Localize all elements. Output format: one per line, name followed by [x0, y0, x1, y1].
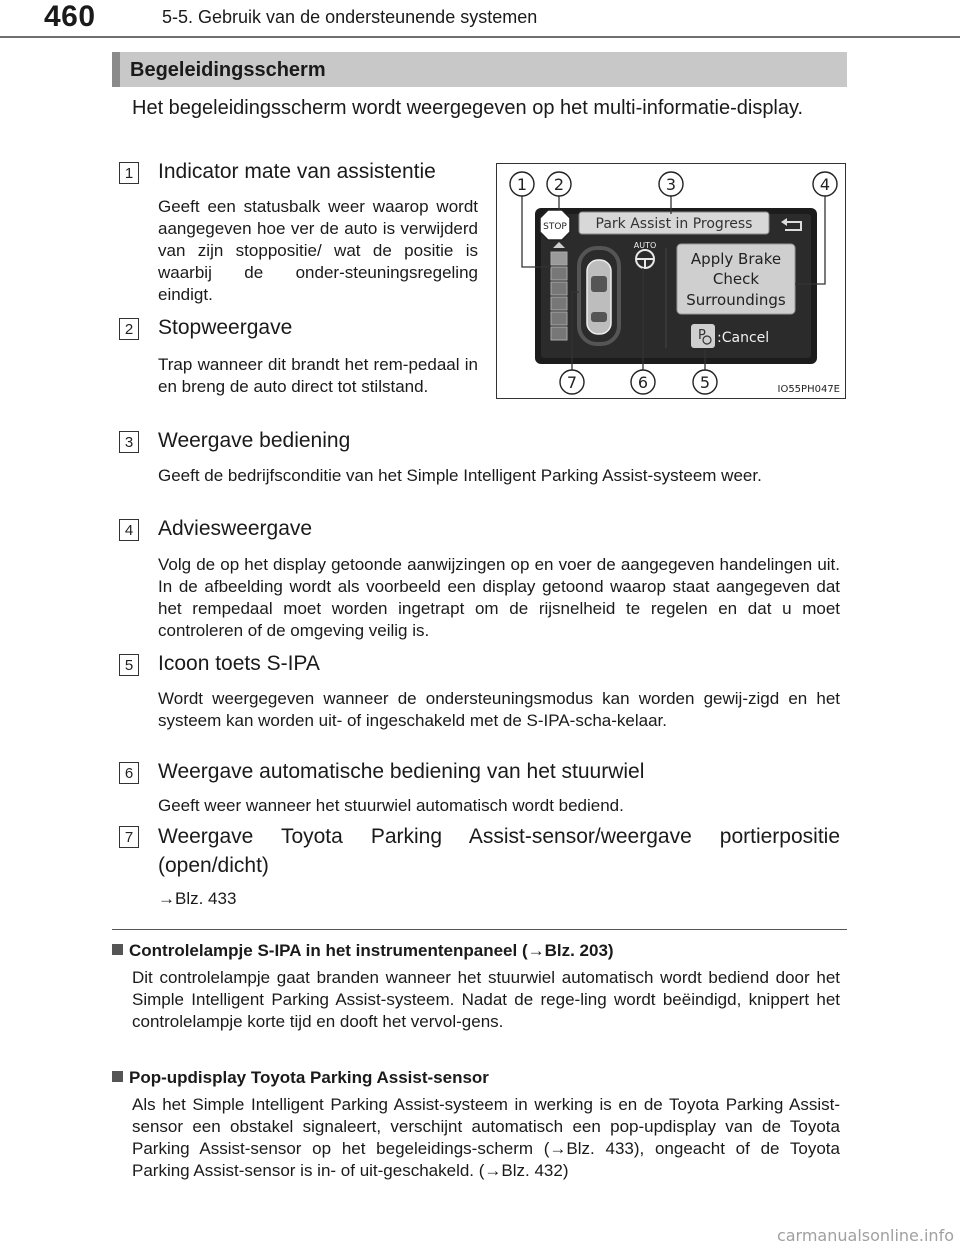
indicator-segment — [551, 312, 567, 325]
item-number-7: 7 — [119, 826, 139, 848]
note-2-heading — [112, 1067, 852, 1089]
callout-6: 6 — [637, 373, 649, 392]
header-divider — [0, 36, 960, 38]
note-2-title: Pop-updisplay Toyota Parking Assist-sensor — [129, 1068, 489, 1087]
square-bullet-icon — [112, 1071, 123, 1082]
notes-divider — [112, 929, 847, 930]
item-4-title: Adviesweergave — [158, 517, 313, 540]
auto-label: AUTO — [633, 241, 657, 250]
section-intro: Het begeleidingsscherm wordt weergegeven op het multi-informatie-display. — [132, 97, 804, 119]
section-title-bar — [112, 52, 847, 87]
advice-line-1: Apply Brake — [690, 250, 782, 268]
item-3-text: Geeft de bedrijfsconditie van het Simple Intelligent Parking Assist-systeem weer. — [158, 466, 762, 485]
item-5-text: Wordt weergegeven wanneer de ondersteuningsmodus kan worden gewij-zigd en het systeem kan worden uit- of ingeschakeld met de S-IPA-scha-kelaar. — [158, 689, 840, 730]
car-icon — [587, 260, 611, 334]
callout-4: 4 — [819, 175, 831, 194]
indicator-segment — [551, 327, 567, 340]
item-5-title: Icoon toets S-IPA — [158, 652, 320, 675]
item-number-5: 5 — [119, 654, 139, 676]
indicator-segment — [551, 282, 567, 295]
item-7-title: Weergave Toyota Parking Assist-sensor/weergave portierpositie (open/dicht) — [158, 825, 840, 877]
status-text: Park Assist in Progress — [595, 216, 753, 232]
item-7-text: →Blz. 433 — [158, 889, 237, 908]
advice-line-3: Surroundings — [686, 291, 786, 309]
callout-3: 3 — [665, 175, 677, 194]
item-6-text: Geeft weer wanneer het stuurwiel automatisch wordt bediend. — [158, 796, 624, 815]
note-1-title: Controlelampje S-IPA in het instrumentenpaneel (→Blz. 203) — [129, 941, 614, 960]
indicator-segment — [551, 252, 567, 265]
item-number-6: 6 — [119, 762, 139, 784]
guidance-screen-figure — [496, 163, 846, 399]
item-number-3: 3 — [119, 431, 139, 453]
callout-2: 2 — [553, 175, 565, 194]
item-1-title: Indicator mate van assistentie — [158, 160, 436, 183]
car-rear-window — [591, 312, 607, 322]
square-bullet-icon — [112, 944, 123, 955]
watermark: carmanualsonline.info — [776, 1226, 954, 1245]
callout-1: 1 — [516, 175, 528, 194]
s-ipa-p-label: P — [698, 328, 706, 343]
section-title: Begeleidingsscherm — [130, 59, 326, 81]
section-bar-marker — [112, 52, 120, 87]
stop-label: STOP — [543, 222, 567, 232]
header-section-title: 5-5. Gebruik van de ondersteunende systemen — [162, 7, 538, 27]
page-number: 460 — [44, 0, 96, 33]
figure-code: IO55PH047E — [777, 384, 840, 395]
item-3-title: Weergave bediening — [158, 429, 351, 452]
indicator-segment — [551, 297, 567, 310]
note-1-text: Dit controlelampje gaat branden wanneer het stuurwiel automatisch wordt bediend door het Simple Intelligent Parking Assist-systeem. Nadat de rege-ling wordt beëindigd, knippert het controlelampje korte tijd en dooft het vervol-gens. — [132, 968, 840, 1031]
cancel-label: :Cancel — [717, 330, 770, 346]
item-1-text: Geeft een statusbalk weer waarop wordt aangegeven hoe ver de auto is verwijderd van zijn stoppositie/ wat de positie is waarbij de onder-steuningsregeling eindigt. — [158, 197, 478, 304]
item-2-title: Stopweergave — [158, 316, 293, 339]
item-6-title: Weergave automatische bediening van het stuurwiel — [158, 760, 645, 783]
note-2-text: Als het Simple Intelligent Parking Assist-systeem in werking is en de Toyota Parking Assist-sensor een obstakel signaleert, verschijnt automatisch een pop-updisplay van de Toyota Parking Assist-sensor op het begeleidings-scherm (→Blz. 433), ongeacht of de Toyota Parking Assist-sensor is in- of uit-geschakeld. (→Blz. 432) — [132, 1095, 840, 1180]
item-number-4: 4 — [119, 519, 139, 541]
guidance-screen-illustration — [497, 164, 847, 400]
note-1-heading — [112, 940, 852, 962]
advice-line-2: Check — [712, 270, 760, 288]
car-windshield — [591, 276, 607, 292]
item-number-2: 2 — [119, 318, 139, 340]
indicator-segment — [551, 267, 567, 280]
item-4-text: Volg de op het display getoonde aanwijzingen op en voer de aangegeven handelingen uit. In de afbeelding wordt als voorbeeld een display getoond waarop staat aangegeven dat het rempedaal moet worden ingetrapt om de rijsnelheid te regelen en dat u moet controleren of de omgeving veilig is. — [158, 555, 840, 640]
item-number-1: 1 — [119, 162, 139, 184]
item-2-text: Trap wanneer dit brandt het rem-pedaal in en breng de auto direct tot stilstand. — [158, 355, 478, 396]
callout-5: 5 — [699, 373, 711, 392]
callout-7: 7 — [566, 373, 578, 392]
